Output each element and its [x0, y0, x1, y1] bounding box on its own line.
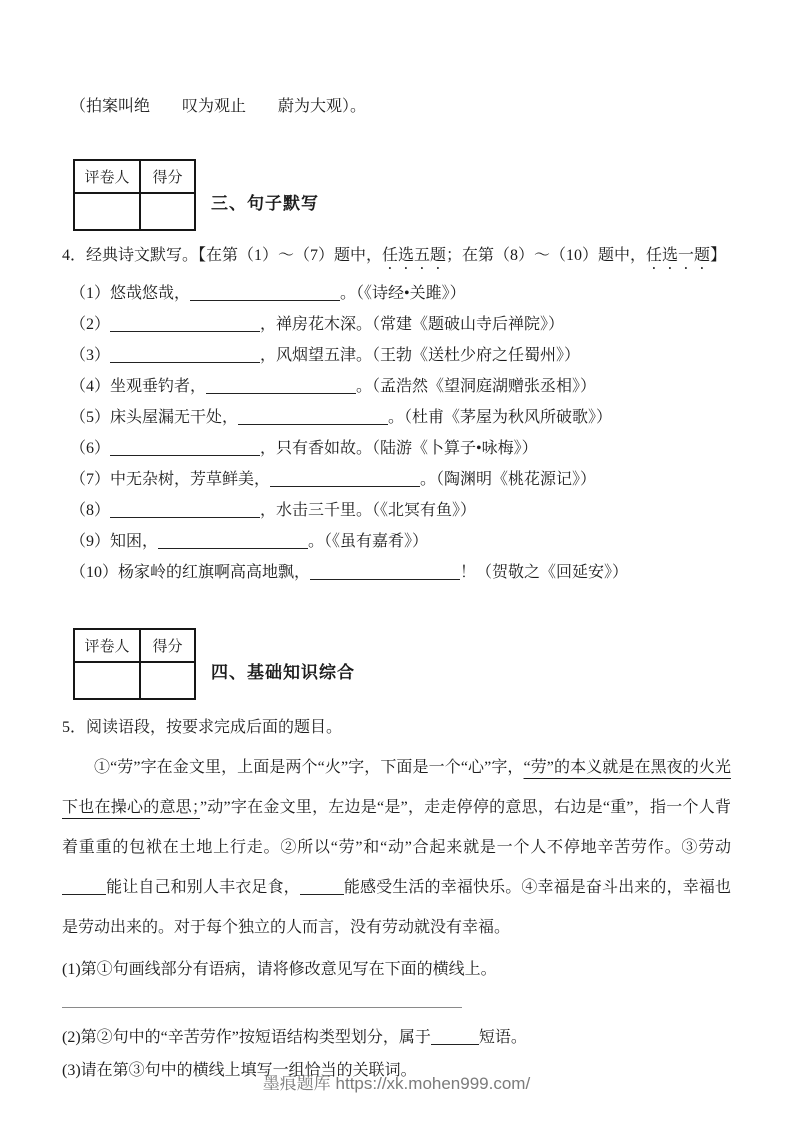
q4-intro-part3: 】	[710, 247, 727, 264]
q4-emphasized-choose-one: 任选一题	[646, 247, 711, 264]
score-empty-cell	[140, 662, 195, 699]
item-source: 。（陶渊明《桃花源记》）	[420, 471, 597, 488]
q4-emphasized-choose-five: 任选五题	[382, 247, 447, 264]
passage-seg1: ①“劳”字在金文里，上面是两个“火”字，下面是一个“心”字，	[94, 759, 524, 776]
subq2-post: 短语。	[478, 1029, 527, 1046]
answer-blank	[206, 381, 356, 394]
item-text: （4）坐观垂钓者，	[70, 378, 207, 395]
question-item-2	[62, 309, 731, 340]
question-item-9	[62, 526, 731, 557]
passage-seg4: 能感受生活的幸福快乐。④幸福是奋斗出来的，幸福也是劳动出来的。对于每个独立的人而言，没有劳动就没有幸福。	[62, 879, 731, 936]
item-text: （8）	[70, 502, 111, 519]
answer-line	[62, 1007, 462, 1008]
grader-header-cell: 评卷人	[74, 160, 140, 193]
question-item-4	[62, 371, 731, 402]
item-text: （10）杨家岭的红旗啊高高地飘，	[70, 564, 311, 581]
answer-blank	[270, 474, 420, 487]
section-four-title: 四、基础知识综合	[211, 662, 355, 682]
grader-empty-cell	[74, 193, 140, 230]
site-name: 墨痕题库	[262, 1074, 331, 1093]
answer-blank	[110, 443, 260, 456]
item-text: （3）	[70, 347, 111, 364]
item-source: ，风烟望五津。（王勃《送杜少府之任蜀州》）	[260, 347, 581, 364]
question-5-intro: 5．阅读语段，按要求完成后面的题目。	[62, 719, 343, 736]
item-text: （2）	[70, 316, 111, 333]
item-text: （9）知困，	[70, 533, 159, 550]
item-text: （6）	[70, 440, 111, 457]
question-item-7	[62, 464, 731, 495]
site-url[interactable]: https://xk.mohen999.com/	[335, 1074, 531, 1093]
subq2-pre: (2)第②句中的“辛苦劳作”按短语结构类型划分，属于	[62, 1029, 431, 1046]
answer-blank	[110, 319, 260, 332]
grader-score-table	[73, 159, 196, 231]
item-text: （5）床头屋漏无干处，	[70, 409, 239, 426]
grader-header-cell: 评卷人	[74, 629, 140, 662]
answer-blank	[110, 505, 260, 518]
item-source: ，只有香如故。（陆游《卜算子•咏梅》）	[260, 440, 538, 457]
score-empty-cell	[140, 193, 195, 230]
conjunction-blank	[300, 882, 344, 895]
reading-passage	[62, 748, 731, 948]
idiom-options-line: （拍案叫绝 叹为观止 蔚为大观）。	[70, 98, 367, 115]
subquestion-3: (3)请在第③句中的横线上填写一组恰当的关联词。	[62, 1062, 417, 1079]
score-header-cell: 得分	[140, 160, 195, 193]
item-source: ，禅房花木深。（常建《题破山寺后禅院》）	[260, 316, 565, 333]
item-source: 。（《诗经•关雎》）	[340, 285, 466, 302]
section-three-title: 三、句子默写	[211, 193, 319, 213]
item-source: 。（杜甫《茅屋为秋风所破歌》）	[388, 409, 613, 426]
item-text: （7）中无杂树，芳草鲜美，	[70, 471, 271, 488]
answer-blank	[190, 288, 340, 301]
passage-seg3: 能让自己和别人丰衣足食，	[106, 879, 300, 896]
question-item-10	[62, 557, 731, 588]
answer-blank	[238, 412, 388, 425]
underlined-clause: “劳”的本义就是在黑夜的火光下也在操心的意思；	[62, 759, 731, 816]
question-item-3	[62, 340, 731, 371]
answer-blank	[310, 567, 460, 580]
subquestion-1: (1)第①句画线部分有语病，请将修改意见写在下面的横线上。	[62, 961, 497, 978]
score-header-cell: 得分	[140, 629, 195, 662]
question-4-items	[62, 278, 731, 588]
phrase-type-blank	[431, 1032, 479, 1045]
passage-seg2: ”动”字在金文里，左边是“是”，走走停停的意思，右边是“重”，指一个人背着重重的包袱在土地上行走。②所以“劳”和“动”合起来就是一个人不停地辛苦劳作。③劳动	[62, 799, 731, 856]
question-item-6	[62, 433, 731, 464]
item-source: ，水击三千里。（《北冥有鱼》）	[260, 502, 477, 519]
conjunction-blank	[62, 882, 106, 895]
q4-intro-part1: 4．经典诗文默写。【在第（1）～（7）题中，	[62, 247, 383, 264]
subquestion-2	[62, 1021, 731, 1054]
section-three-header	[73, 159, 731, 231]
question-item-5	[62, 402, 731, 433]
item-source: ！（贺敬之《回延安》）	[460, 564, 629, 581]
answer-blank	[158, 536, 308, 549]
question-4-intro	[62, 242, 731, 273]
question-item-1	[62, 278, 731, 309]
grader-empty-cell	[74, 662, 140, 699]
item-text: （1）悠哉悠哉，	[70, 285, 191, 302]
item-source: 。（孟浩然《望洞庭湖赠张丞相》）	[356, 378, 597, 395]
footer	[0, 1069, 793, 1094]
section-four-header	[73, 628, 731, 700]
question-item-8	[62, 495, 731, 526]
q4-intro-part2: ；在第（8）～（10）题中，	[446, 247, 647, 264]
item-source: 。（《虽有嘉肴》）	[308, 533, 429, 550]
grader-score-table	[73, 628, 196, 700]
answer-blank	[110, 350, 260, 363]
